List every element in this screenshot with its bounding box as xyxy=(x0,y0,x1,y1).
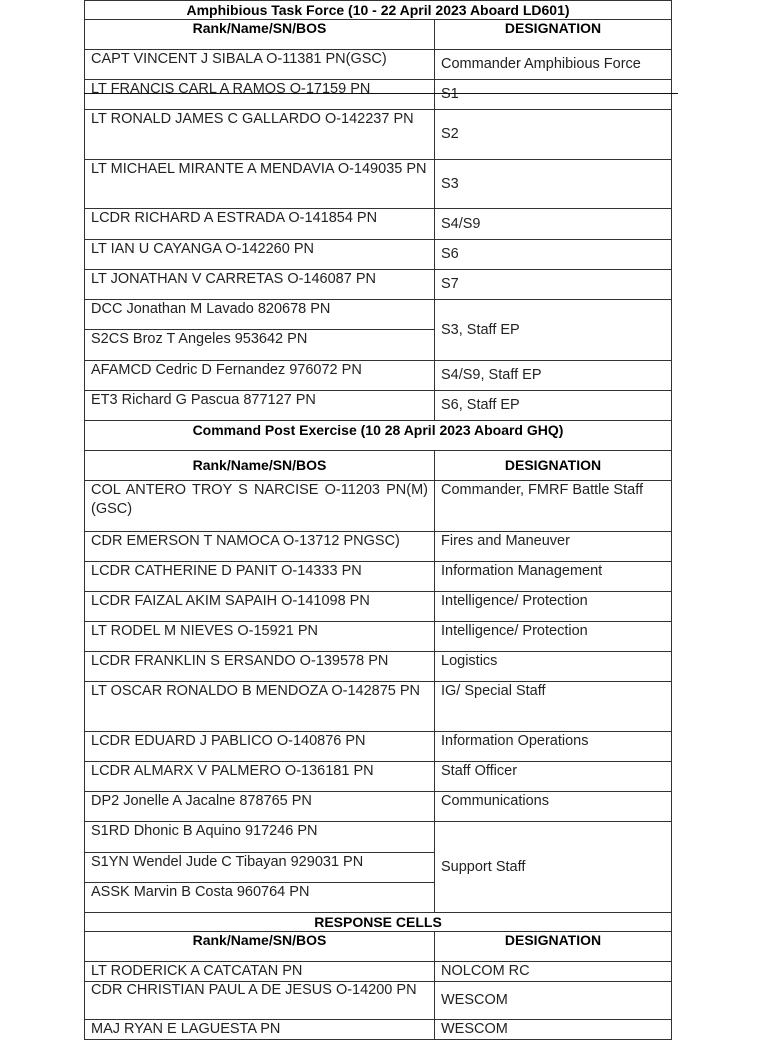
roster-designation: Intelligence/ Protection xyxy=(435,592,672,622)
roster-name: MAJ RYAN E LAGUESTA PN xyxy=(85,1020,435,1040)
roster-designation: Logistics xyxy=(435,652,672,682)
roster-designation: Information Operations xyxy=(435,732,672,762)
roster-designation: Intelligence/ Protection xyxy=(435,622,672,652)
roster-name: CDR CHRISTIAN PAUL A DE JESUS O-14200 PN xyxy=(85,982,435,1020)
roster-designation: WESCOM xyxy=(435,982,672,1020)
roster-name: ASSK Marvin B Costa 960764 PN xyxy=(85,883,435,913)
roster-designation: Commander Amphibious Force xyxy=(435,50,672,80)
roster-name: LCDR CATHERINE D PANIT O-14333 PN xyxy=(85,562,435,592)
column-header-designation: DESIGNATION xyxy=(435,451,672,481)
roster-designation: S4/S9 xyxy=(435,209,672,240)
roster-designation: WESCOM xyxy=(435,1020,672,1040)
roster-designation: S3 xyxy=(435,160,672,209)
roster-name: LCDR ALMARX V PALMERO O-136181 PN xyxy=(85,762,435,792)
roster-designation: Staff Officer xyxy=(435,762,672,792)
roster-designation: Communications xyxy=(435,792,672,822)
roster-name: CAPT VINCENT J SIBALA O-11381 PN(GSC) xyxy=(85,50,435,80)
column-header-name: Rank/Name/SN/BOS xyxy=(85,451,435,481)
roster-designation: NOLCOM RC xyxy=(435,962,672,982)
roster-name: LT RONALD JAMES C GALLARDO O-142237 PN xyxy=(85,110,435,160)
section-title: RESPONSE CELLS xyxy=(85,913,672,932)
strikethrough-line xyxy=(84,93,678,94)
section-title: Command Post Exercise (10 28 April 2023 Aboard GHQ) xyxy=(85,421,672,451)
roster-name: DP2 Jonelle A Jacalne 878765 PN xyxy=(85,792,435,822)
column-header-name: Rank/Name/SN/BOS xyxy=(85,932,435,962)
section-title: Amphibious Task Force (10 - 22 April 2023 Aboard LD601) xyxy=(85,1,672,20)
roster-document xyxy=(84,0,671,1040)
roster-designation: Support Staff xyxy=(435,822,672,913)
roster-designation: S4/S9, Staff EP xyxy=(435,361,672,391)
roster-name: S1YN Wendel Jude C Tibayan 929031 PN xyxy=(85,853,435,883)
roster-name: LCDR EDUARD J PABLICO O-140876 PN xyxy=(85,732,435,762)
roster-name: LT RODEL M NIEVES O-15921 PN xyxy=(85,622,435,652)
roster-name: LCDR FAIZAL AKIM SAPAIH O-141098 PN xyxy=(85,592,435,622)
roster-designation: Fires and Maneuver xyxy=(435,532,672,562)
roster-name: LT MICHAEL MIRANTE A MENDAVIA O-149035 PN xyxy=(85,160,435,209)
roster-name: LCDR FRANKLIN S ERSANDO O-139578 PN xyxy=(85,652,435,682)
roster-name: LT FRANCIS CARL A RAMOS O-17159 PN xyxy=(85,80,435,110)
roster-name: LT OSCAR RONALDO B MENDOZA O-142875 PN xyxy=(85,682,435,732)
roster-name: CDR EMERSON T NAMOCA O-13712 PNGSC) xyxy=(85,532,435,562)
roster-designation: S6 xyxy=(435,240,672,270)
roster-name: AFAMCD Cedric D Fernandez 976072 PN xyxy=(85,361,435,391)
roster-designation: S1 xyxy=(435,80,672,110)
roster-name: DCC Jonathan M Lavado 820678 PN xyxy=(85,300,435,330)
roster-name: S1RD Dhonic B Aquino 917246 PN xyxy=(85,822,435,853)
roster-designation: IG/ Special Staff xyxy=(435,682,672,732)
column-header-designation: DESIGNATION xyxy=(435,932,672,962)
roster-designation: S2 xyxy=(435,110,672,160)
column-header-designation: DESIGNATION xyxy=(435,20,672,50)
roster-name: S2CS Broz T Angeles 953642 PN xyxy=(85,330,435,361)
roster-name: LCDR RICHARD A ESTRADA O-141854 PN xyxy=(85,209,435,240)
roster-designation: S3, Staff EP xyxy=(435,300,672,361)
roster-table xyxy=(84,0,672,1040)
roster-designation: Commander, FMRF Battle Staff xyxy=(435,481,672,532)
roster-designation: S7 xyxy=(435,270,672,300)
roster-designation: S6, Staff EP xyxy=(435,391,672,421)
roster-name: LT IAN U CAYANGA O-142260 PN xyxy=(85,240,435,270)
roster-designation: Information Management xyxy=(435,562,672,592)
roster-name: COL ANTERO TROY S NARCISE O-11203 PN(M)(GSC) xyxy=(85,481,435,532)
roster-name: ET3 Richard G Pascua 877127 PN xyxy=(85,391,435,421)
roster-name: LT JONATHAN V CARRETAS O-146087 PN xyxy=(85,270,435,300)
roster-name: LT RODERICK A CATCATAN PN xyxy=(85,962,435,982)
column-header-name: Rank/Name/SN/BOS xyxy=(85,20,435,50)
